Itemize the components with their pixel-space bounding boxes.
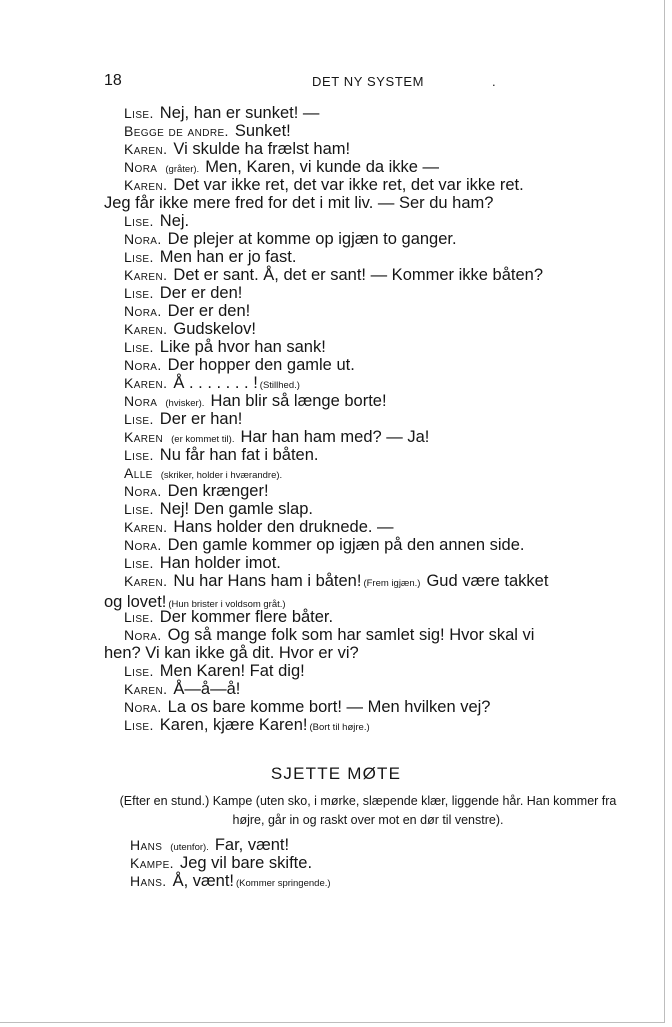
spoken-text: Nu har Hans ham i båten! — [173, 572, 362, 590]
scene-direction: (Efter en stund.) Kampe (uten sko, i mørke, slæpende klær, liggende hår. Han kommer fra højre, går in og raskt over mot en dør til venstre). — [119, 794, 617, 827]
speaker-name: Lise. — [124, 285, 154, 301]
dialogue-line — [104, 140, 625, 158]
dialogue-line — [104, 248, 625, 266]
stage-direction: (skriker, holder i hværandre). — [160, 470, 283, 481]
dialogue-line — [104, 266, 625, 284]
dialogue-line — [104, 626, 625, 662]
spoken-text: Han holder imot. — [159, 554, 281, 572]
speaker-name: Karen. — [124, 177, 168, 193]
spoken-text: Jeg vil bare skifte. — [179, 854, 313, 872]
stage-direction: (Hun brister i voldsom gråt.) — [168, 599, 286, 610]
dialogue-line — [104, 464, 625, 482]
spoken-text: Karen, kjære Karen! — [159, 716, 308, 734]
speaker-name: Begge de andre. — [124, 123, 229, 139]
spoken-text: Å . . . . . . . ! — [173, 374, 258, 392]
spoken-text: Vi skulde ha frælst ham! — [173, 140, 351, 158]
spoken-text: Men, Karen, vi kunde da ikke — — [205, 158, 440, 176]
speaker-name: Hans — [130, 837, 163, 853]
speaker-name: Nora. — [124, 537, 162, 553]
speaker-name: Nora. — [124, 483, 162, 499]
dialogue-line — [104, 320, 625, 338]
dialogue-line — [104, 374, 625, 392]
dialogue-line — [104, 392, 625, 410]
speaker-name: Nora. — [124, 231, 162, 247]
speaker-name: Lise. — [124, 663, 154, 679]
speaker-name: Nora. — [124, 699, 162, 715]
spoken-text: Nej, han er sunket! — — [159, 104, 320, 122]
dialogue-line — [104, 572, 625, 611]
spoken-text: Å, vænt! — [172, 872, 235, 890]
dialogue-block — [104, 104, 625, 734]
speaker-name: Lise. — [124, 213, 154, 229]
running-title: DET NY SYSTEM — [312, 74, 425, 89]
spoken-text: Der kommer flere båter. — [159, 608, 334, 626]
spoken-text: Der er den! — [159, 284, 243, 302]
dialogue-line — [104, 536, 625, 554]
continuation-text: og lovet! — [104, 593, 167, 611]
dialogue-line — [104, 230, 625, 248]
speaker-name: Lise. — [124, 105, 154, 121]
dialogue-line — [104, 302, 625, 320]
page-number: 18 — [104, 72, 122, 89]
speaker-name: Nora. — [124, 627, 162, 643]
spoken-text: Å—å—å! — [173, 680, 241, 698]
stage-direction: (hvisker). — [165, 398, 205, 409]
speaker-name: Lise. — [124, 717, 154, 733]
spoken-text: Nej. — [159, 212, 190, 230]
dialogue-line — [130, 872, 570, 890]
stage-direction: (Stillhed.) — [259, 380, 300, 391]
speaker-name: Nora. — [124, 357, 162, 373]
dialogue-line — [104, 680, 625, 698]
spoken-text: Like på hvor han sank! — [159, 338, 326, 356]
spoken-text: Der er den! — [167, 302, 251, 320]
dialogue-line — [104, 662, 625, 680]
speaker-name: Lise. — [124, 411, 154, 427]
spoken-text: Men han er jo fast. — [159, 248, 297, 266]
speaker-name: Hans. — [130, 873, 167, 889]
dialogue-line — [104, 698, 625, 716]
speaker-name: Lise. — [124, 555, 154, 571]
spoken-text: Den gamle kommer op igjæn på den annen side. — [167, 536, 525, 554]
speaker-name: Karen. — [124, 141, 168, 157]
stage-direction: (Bort til højre.) — [309, 722, 370, 733]
dialogue-line — [104, 212, 625, 230]
speaker-name: Karen. — [124, 573, 168, 589]
spoken-text: La os bare komme bort! — Men hvilken vej? — [167, 698, 491, 716]
spoken-text: Nej! Den gamle slap. — [159, 500, 313, 518]
dialogue-line — [104, 284, 625, 302]
spoken-text: De plejer at komme op igjæn to ganger. — [167, 230, 457, 248]
dialogue-line — [104, 518, 625, 536]
spoken-text: Det er sant. Å, det er sant! — Kommer ikke båten? — [173, 266, 544, 284]
scene-dialogue-block — [130, 836, 570, 890]
speaker-name: Nora. — [124, 303, 162, 319]
speaker-name: Lise. — [124, 501, 154, 517]
spoken-text: Hans holder den druknede. — — [173, 518, 394, 536]
dialogue-line — [104, 500, 625, 518]
spoken-text: Far, vænt! — [214, 836, 290, 854]
section-title: SJETTE MØTE — [270, 764, 402, 783]
spoken-text: Der er han! — [159, 410, 243, 428]
dialogue-line — [104, 482, 625, 500]
speaker-name: Nora — [124, 159, 158, 175]
header-mark: . — [492, 74, 496, 89]
speaker-name: Karen. — [124, 321, 168, 337]
speaker-name: Lise. — [124, 249, 154, 265]
spoken-text: Han blir så længe borte! — [210, 392, 387, 410]
dialogue-line — [104, 104, 625, 122]
continuation-text: Jeg får ikke mere fred for det i mit liv. — Ser du ham? — [104, 194, 494, 212]
dialogue-line — [130, 836, 570, 854]
spoken-text: Der hopper den gamle ut. — [167, 356, 355, 374]
dialogue-line — [104, 122, 625, 140]
stage-direction: (er kommet til). — [171, 434, 235, 445]
speaker-name: Karen — [124, 429, 164, 445]
stage-direction: (utenfor). — [170, 842, 209, 853]
spoken-text: Nu får han fat i båten. — [159, 446, 319, 464]
speaker-name: Alle — [124, 465, 153, 481]
dialogue-line — [104, 428, 625, 446]
dialogue-line — [104, 608, 625, 626]
speaker-name: Karen. — [124, 375, 168, 391]
dialogue-line — [104, 554, 625, 572]
speaker-name: Kampe. — [130, 855, 174, 871]
speaker-name: Karen. — [124, 267, 168, 283]
dialogue-line — [104, 716, 625, 734]
stage-direction: (Frem igjæn.) — [363, 578, 421, 589]
dialogue-line — [104, 410, 625, 428]
dialogue-line — [104, 446, 625, 464]
dialogue-line — [104, 338, 625, 356]
stage-direction: (gråter). — [165, 164, 200, 175]
spoken-text: Gudskelov! — [173, 320, 256, 338]
dialogue-line — [104, 158, 625, 176]
continuation-text: hen? Vi kan ikke gå dit. Hvor er vi? — [104, 644, 359, 662]
spoken-text: Men Karen! Fat dig! — [159, 662, 305, 680]
speaker-name: Karen. — [124, 519, 168, 535]
spoken-text: Sunket! — [234, 122, 291, 140]
dialogue-line — [130, 854, 570, 872]
dialogue-line — [104, 176, 625, 212]
speaker-name: Karen. — [124, 681, 168, 697]
dialogue-line — [104, 356, 625, 374]
spoken-text: Har han ham med? — Ja! — [240, 428, 430, 446]
spoken-text: Den krænger! — [167, 482, 269, 500]
spoken-text: Gud være takket — [426, 572, 549, 590]
spoken-text: Det var ikke ret, det var ikke ret, det var ikke ret. — [173, 176, 524, 194]
spoken-text: Og så mange folk som har samlet sig! Hvor skal vi — [167, 626, 535, 644]
speaker-name: Lise. — [124, 339, 154, 355]
speaker-name: Lise. — [124, 609, 154, 625]
speaker-name: Nora — [124, 393, 158, 409]
speaker-name: Lise. — [124, 447, 154, 463]
stage-direction: (Kommer springende.) — [236, 878, 331, 889]
